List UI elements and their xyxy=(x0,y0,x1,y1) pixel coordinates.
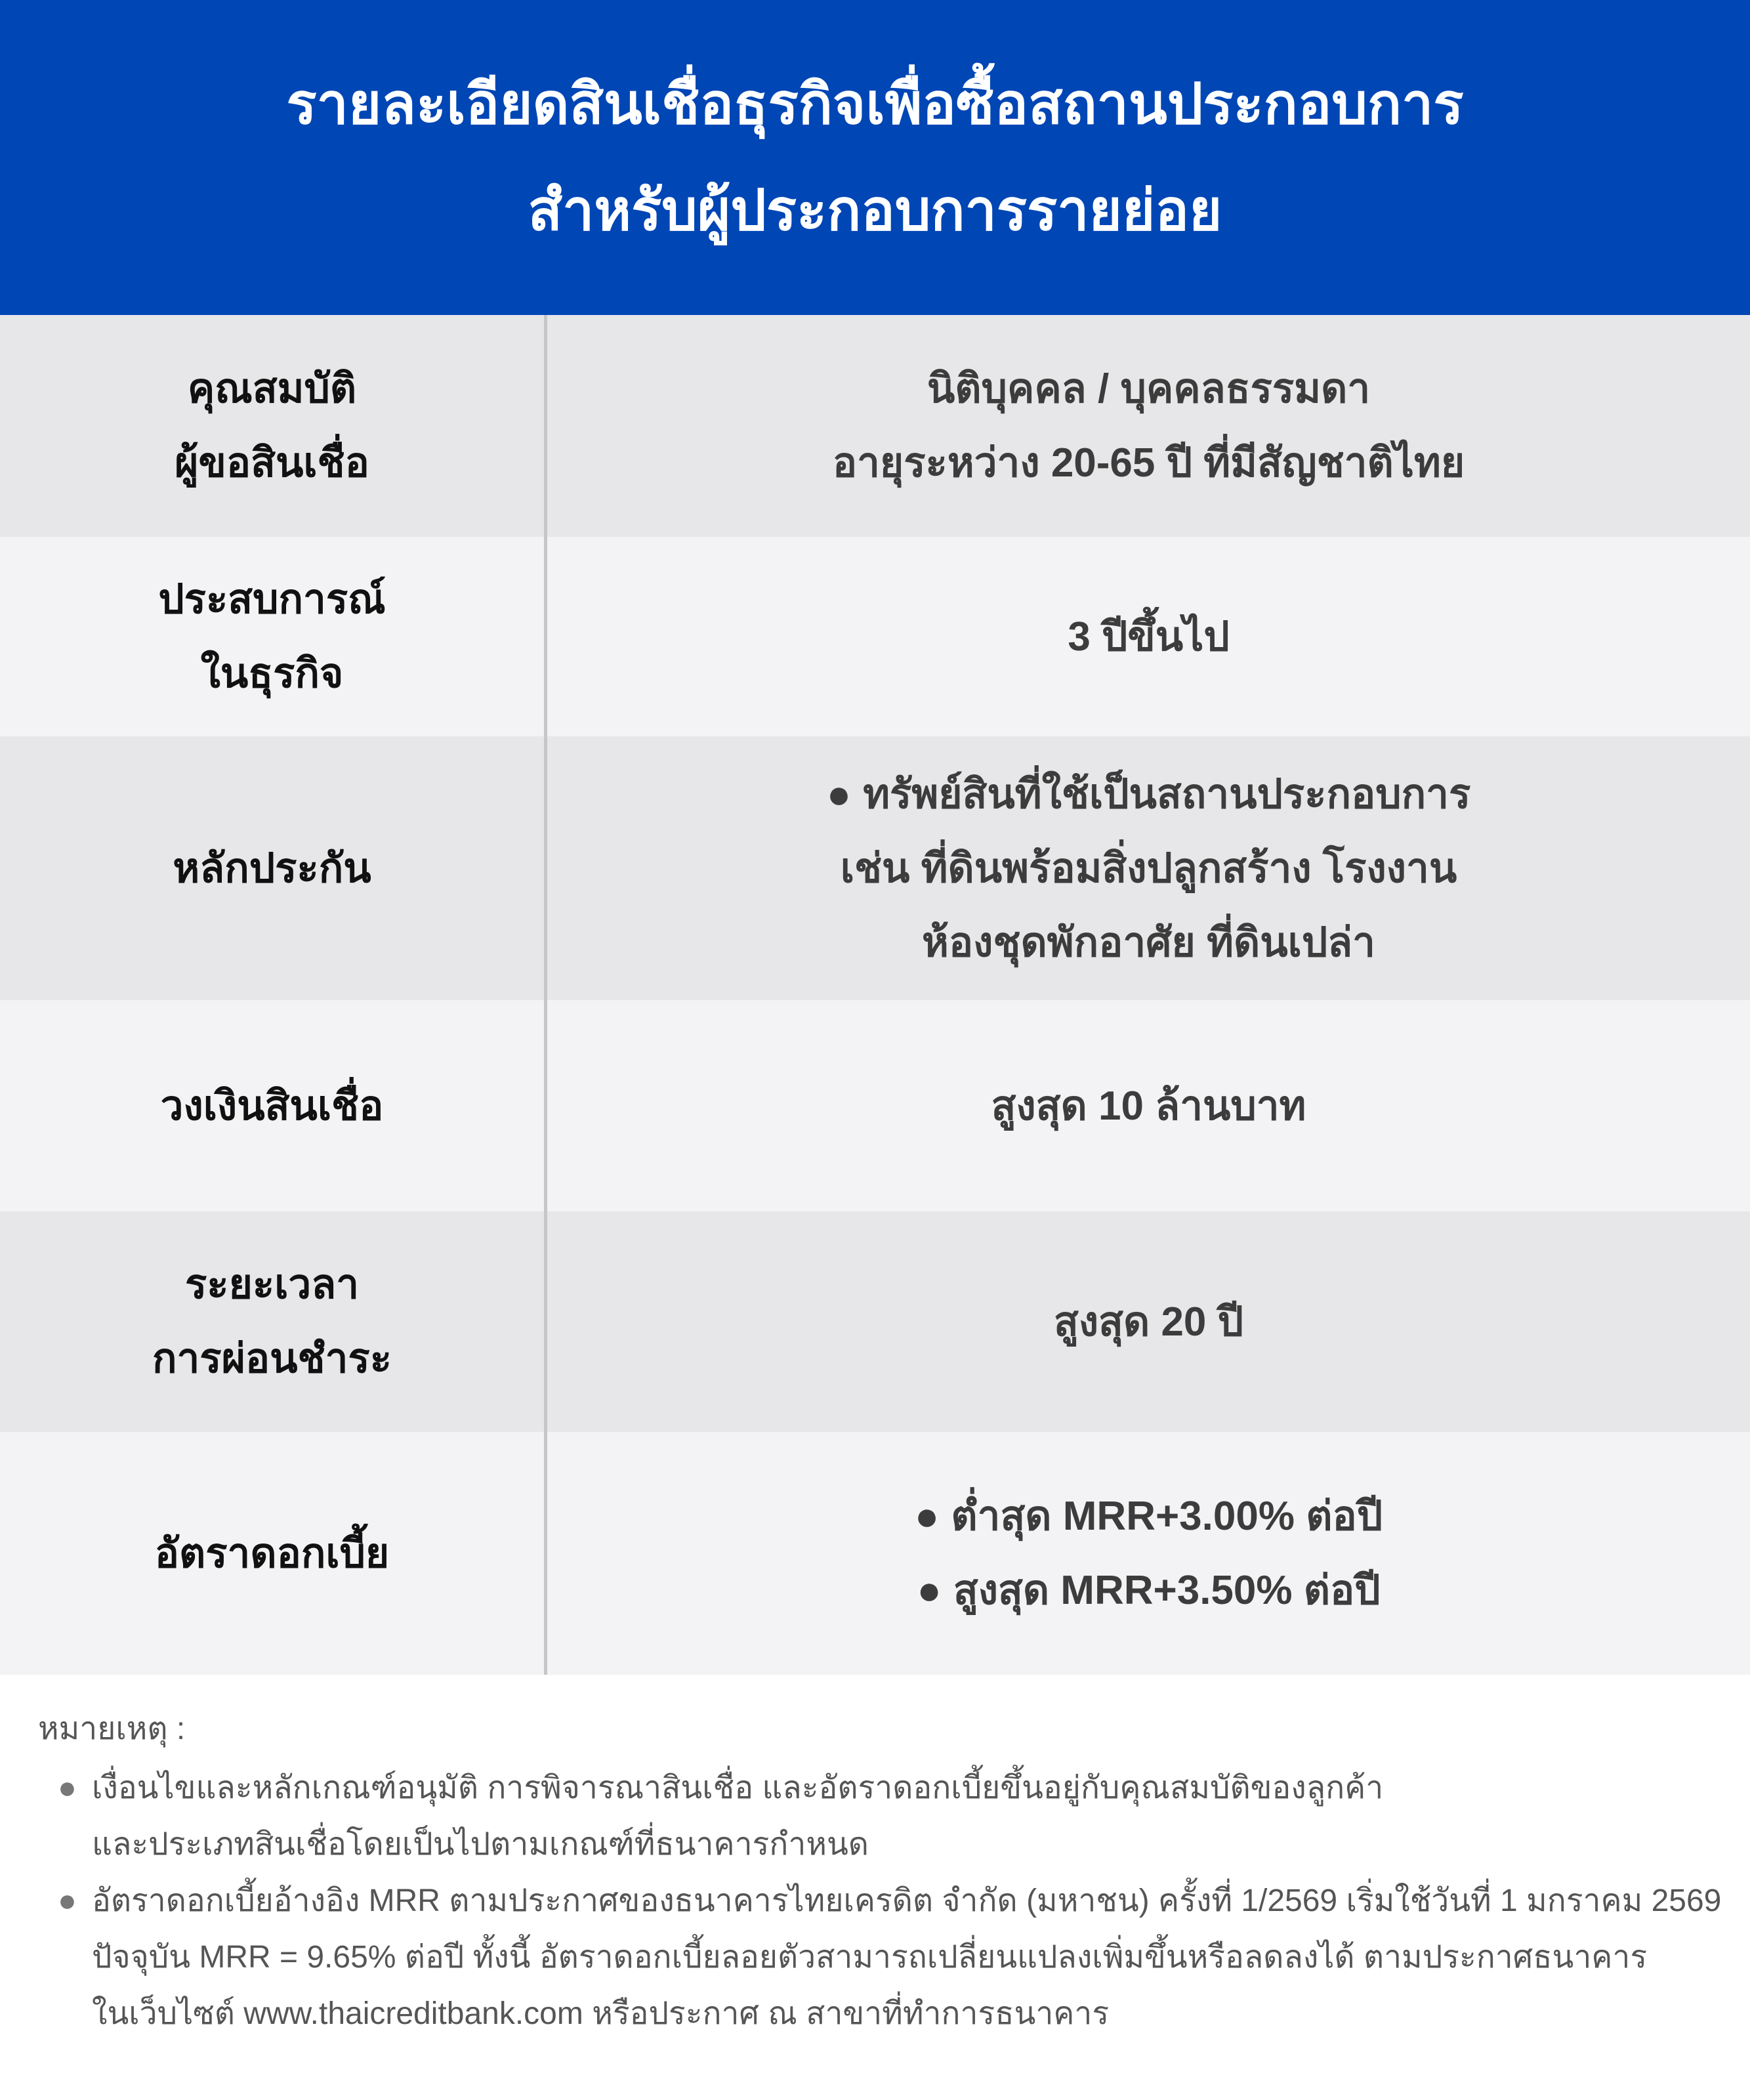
row-value xyxy=(547,537,1750,736)
table-row-repayment-period xyxy=(0,1211,1750,1432)
note-item xyxy=(38,1760,1750,1873)
bullet-dot-icon: ● xyxy=(58,1883,77,1918)
page-title-line-1: รายละเอียดสินเชื่อธุรกิจเพื่อซื้อสถานประกอบการ xyxy=(286,73,1464,136)
row-value-line: ● สูงสุด MRR+3.50% ต่อปี xyxy=(917,1568,1381,1613)
row-value xyxy=(547,736,1750,1000)
row-label xyxy=(0,736,547,1000)
row-label-line: ประสบการณ์ xyxy=(158,577,386,622)
page-title-line-2: สำหรับผู้ประกอบการรายย่อย xyxy=(528,179,1222,242)
row-label-line: ระยะเวลา xyxy=(184,1262,360,1307)
bullet-dot-icon: ● xyxy=(826,771,852,817)
loan-details-table xyxy=(0,315,1750,1675)
row-value-line: ● ต่ำสุด MRR+3.00% ต่อปี xyxy=(914,1494,1383,1539)
note-line: และประเภทสินเชื่อโดยเป็นไปตามเกณฑ์ที่ธนาคารกำหนด xyxy=(92,1827,869,1862)
row-value-line: นิติบุคคล / บุคคลธรรมดา xyxy=(927,366,1371,411)
notes-section xyxy=(0,1675,1750,2042)
note-line: อัตราดอกเบี้ยอ้างอิง MRR ตามประกาศของธนาคารไทยเครดิต จำกัด (มหาชน) ครั้งที่ 1/2569 เริ่มใช้วันที่ 1 มกราคม 2569 xyxy=(92,1883,1722,1918)
table-row-collateral xyxy=(0,736,1750,1000)
bullet-dot-icon: ● xyxy=(917,1568,942,1613)
row-label-line: วงเงินสินเชื่อ xyxy=(160,1083,384,1129)
row-value xyxy=(547,1000,1750,1211)
row-label xyxy=(0,537,547,736)
note-line: ปัจจุบัน MRR = 9.65% ต่อปี ทั้งนี้ อัตราดอกเบี้ยลอยตัวสามารถเปลี่ยนแปลงเพิ่มขึ้นหรือลดลงได้ ตามประกาศธนาคาร xyxy=(92,1940,1648,1975)
note-line: เงื่อนไขและหลักเกณฑ์อนุมัติ การพิจารณาสินเชื่อ และอัตราดอกเบี้ยขึ้นอยู่กับคุณสมบัติของลูกค้า xyxy=(92,1771,1384,1805)
row-label-line: หลักประกัน xyxy=(173,845,371,891)
row-value xyxy=(547,315,1750,537)
row-label-line: ผู้ขอสินเชื่อ xyxy=(175,440,369,486)
row-value xyxy=(547,1432,1750,1675)
note-line-link: ในเว็บไซต์ www.thaicreditbank.com หรือประกาศ ณ สาขาที่ทำการธนาคาร xyxy=(92,1996,1110,2031)
row-label-line: การผ่อนชำระ xyxy=(152,1336,392,1381)
row-value-line: เช่น ที่ดินพร้อมสิ่งปลูกสร้าง โรงงาน xyxy=(840,845,1457,891)
table-row-credit-limit xyxy=(0,1000,1750,1211)
row-label-line: อัตราดอกเบี้ย xyxy=(154,1530,390,1576)
row-label xyxy=(0,1211,547,1432)
row-value-line: อายุระหว่าง 20-65 ปี ที่มีสัญชาติไทย xyxy=(832,440,1465,486)
note-item xyxy=(38,1873,1750,2042)
row-label-line: คุณสมบัติ xyxy=(187,366,357,411)
bullet-dot-icon: ● xyxy=(914,1494,940,1539)
row-label xyxy=(0,315,547,537)
row-value-line: 3 ปีขึ้นไป xyxy=(1068,614,1230,660)
table-row-experience xyxy=(0,537,1750,736)
table-row-eligibility xyxy=(0,315,1750,537)
row-label xyxy=(0,1000,547,1211)
row-value-line: สูงสุด 10 ล้านบาท xyxy=(991,1083,1306,1129)
row-value-line: ● ทรัพย์สินที่ใช้เป็นสถานประกอบการ xyxy=(826,771,1471,817)
row-value-line: สูงสุด 20 ปี xyxy=(1054,1299,1243,1345)
table-row-interest-rate xyxy=(0,1432,1750,1675)
row-label xyxy=(0,1432,547,1675)
row-label-line: ในธุรกิจ xyxy=(200,651,344,696)
notes-title: หมายเหตุ : xyxy=(38,1712,186,1746)
bullet-dot-icon: ● xyxy=(58,1771,77,1805)
row-value xyxy=(547,1211,1750,1432)
page-header xyxy=(0,0,1750,315)
row-value-line: ห้องชุดพักอาศัย ที่ดินเปล่า xyxy=(922,919,1375,965)
